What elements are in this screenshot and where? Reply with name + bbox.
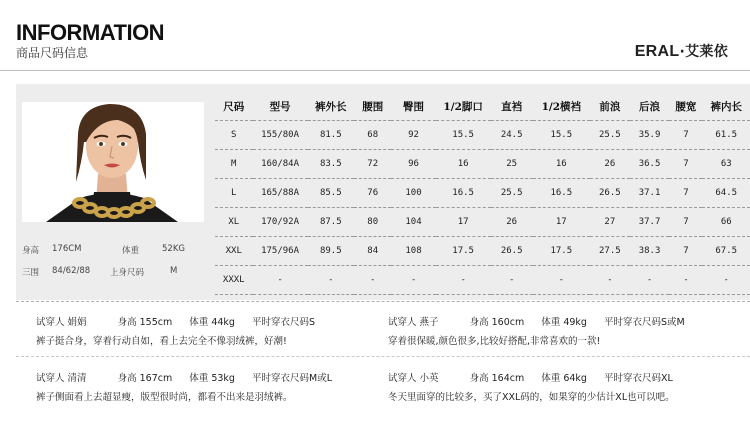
table-cell: - — [630, 265, 670, 294]
brand-separator: · — [679, 44, 686, 60]
col-header-outseam: 裤外长 — [315, 101, 347, 114]
table-cell: 7 — [669, 149, 702, 178]
table-cell: 96 — [391, 149, 435, 178]
table-cell: 83.5 — [308, 149, 354, 178]
height-label: 身高 — [22, 246, 40, 256]
table-cell: 100 — [391, 178, 435, 207]
table-cell: XXL — [215, 236, 253, 265]
table-cell: 25.5 — [590, 120, 630, 149]
table-cell: 61.5 — [702, 120, 750, 149]
weight-value: 52KG — [162, 244, 185, 254]
col-header-size: 尺码 — [223, 101, 245, 114]
height-value: 155cm — [139, 317, 173, 328]
table-cell: 7 — [669, 207, 702, 236]
table-cell: 38.3 — [630, 236, 670, 265]
weight-label: 体重 — [189, 373, 209, 384]
table-cell: 87.5 — [308, 207, 354, 236]
table-cell: 68 — [354, 120, 392, 149]
table-cell: 104 — [391, 207, 435, 236]
weight-label: 体重 — [541, 373, 561, 384]
table-bottom-divider — [16, 301, 750, 302]
weight-value: 64kg — [563, 373, 587, 384]
table-cell: - — [391, 265, 435, 294]
table-cell: 27 — [590, 207, 630, 236]
usual-size-value: M或L — [309, 373, 333, 384]
weight-label: 体重 — [541, 317, 561, 328]
table-cell: 27.5 — [590, 236, 630, 265]
table-cell: 26.5 — [590, 178, 630, 207]
table-cell: 80 — [354, 207, 392, 236]
review-comment: 冬天里面穿的比较多，买了XXL码的，如果穿的少估计XL也可以吧。 — [388, 392, 675, 403]
table-cell: 92 — [391, 120, 435, 149]
table-cell: - — [590, 265, 630, 294]
tester-name: 小英 — [419, 373, 439, 384]
table-cell: 26.5 — [491, 236, 533, 265]
table-cell: 165/88A — [253, 178, 308, 207]
brand-logo — [635, 41, 728, 61]
tester-label: 试穿人 — [36, 373, 65, 384]
height-label: 身高 — [117, 373, 137, 384]
table-cell: 17 — [436, 207, 491, 236]
page-header — [0, 0, 750, 70]
table-cell: 16 — [533, 149, 590, 178]
review-comment: 穿着很保暖,颜色很多,比较好搭配,非常喜欢的一款! — [388, 336, 601, 347]
table-cell: 37.7 — [630, 207, 670, 236]
table-cell: - — [253, 265, 308, 294]
usual-size-value: S — [309, 317, 316, 328]
measure-label: 三围 — [22, 268, 40, 278]
table-cell: 16.5 — [533, 178, 590, 207]
height-label: 身高 — [469, 317, 489, 328]
tester-label: 试穿人 — [388, 373, 417, 384]
table-cell: 7 — [669, 178, 702, 207]
usual-size-label: 平时穿衣尺码 — [604, 317, 662, 328]
header-divider — [0, 70, 750, 71]
table-cell: 17.5 — [533, 236, 590, 265]
table-cell: 16 — [436, 149, 491, 178]
table-cell: 25.5 — [491, 178, 533, 207]
table-cell: 37.1 — [630, 178, 670, 207]
table-cell: XL — [215, 207, 253, 236]
table-cell: L — [215, 178, 253, 207]
table-row — [215, 265, 750, 294]
usual-size-value: S或M — [661, 317, 685, 328]
page-title: INFORMATION — [16, 20, 165, 45]
table-cell: 7 — [669, 236, 702, 265]
measure-value: 84/62/88 — [52, 266, 91, 276]
table-cell: 16.5 — [436, 178, 491, 207]
table-cell: 35.9 — [630, 120, 670, 149]
height-label: 身高 — [117, 317, 137, 328]
page-subtitle: 商品尺码信息 — [16, 46, 89, 60]
review-divider — [16, 356, 750, 357]
tester-name: 娟娟 — [67, 317, 87, 328]
table-cell: M — [215, 149, 253, 178]
top-size-value: M — [170, 266, 178, 276]
col-header-front-rise: 前浪 — [599, 101, 621, 114]
top-size-label: 上身尺码 — [110, 268, 145, 278]
table-cell: 175/96A — [253, 236, 308, 265]
table-cell: 17 — [533, 207, 590, 236]
table-cell: - — [491, 265, 533, 294]
table-row — [215, 207, 750, 236]
tester-label: 试穿人 — [36, 317, 65, 328]
table-cell: 160/84A — [253, 149, 308, 178]
tester-name: 燕子 — [419, 317, 439, 328]
size-chart-table — [215, 94, 750, 295]
tester-label: 试穿人 — [388, 317, 417, 328]
table-cell: - — [702, 265, 750, 294]
table-cell: 26 — [491, 207, 533, 236]
table-cell: 84 — [354, 236, 392, 265]
model-portrait-image — [22, 102, 204, 222]
col-header-hip: 臀围 — [403, 101, 425, 114]
usual-size-label: 平时穿衣尺码 — [252, 373, 310, 384]
review-comment: 裤子侧面看上去超显瘦，版型很时尚，都看不出来是羽绒裤。 — [36, 392, 293, 403]
weight-value: 53kg — [211, 373, 235, 384]
brand-chinese: 艾莱依 — [685, 44, 728, 60]
col-header-waistband: 腰宽 — [675, 101, 697, 114]
table-cell: - — [533, 265, 590, 294]
table-cell: 76 — [354, 178, 392, 207]
table-cell: 66 — [702, 207, 750, 236]
weight-label: 体重 — [189, 317, 209, 328]
table-cell: 36.5 — [630, 149, 670, 178]
height-value: 160cm — [491, 317, 525, 328]
table-cell: 26 — [590, 149, 630, 178]
table-cell: 7 — [669, 120, 702, 149]
table-cell: 108 — [391, 236, 435, 265]
height-value: 176CM — [52, 244, 82, 254]
table-cell: 170/92A — [253, 207, 308, 236]
col-header-inseam: 裤内长 — [710, 101, 742, 114]
table-cell: 15.5 — [533, 120, 590, 149]
weight-label: 体重 — [122, 246, 140, 256]
col-header-rise: 直裆 — [501, 101, 523, 114]
weight-value: 44kg — [211, 317, 235, 328]
table-row — [215, 149, 750, 178]
height-value: 164cm — [491, 373, 525, 384]
table-cell: 89.5 — [308, 236, 354, 265]
usual-size-value: XL — [661, 373, 673, 384]
col-header-waist: 腰围 — [362, 101, 384, 114]
col-header-hem: 1/2脚口 — [443, 101, 483, 114]
usual-size-label: 平时穿衣尺码 — [604, 373, 662, 384]
table-cell: 15.5 — [436, 120, 491, 149]
usual-size-label: 平时穿衣尺码 — [252, 317, 310, 328]
table-cell: 24.5 — [491, 120, 533, 149]
table-cell: - — [669, 265, 702, 294]
model-photo — [22, 102, 204, 222]
table-cell: 81.5 — [308, 120, 354, 149]
table-cell: 25 — [491, 149, 533, 178]
height-value: 167cm — [139, 373, 173, 384]
weight-value: 49kg — [563, 317, 587, 328]
table-row — [215, 120, 750, 149]
size-table-header-row — [215, 94, 750, 120]
table-cell: 63 — [702, 149, 750, 178]
table-cell: 17.5 — [436, 236, 491, 265]
table-row — [215, 178, 750, 207]
table-row — [215, 236, 750, 265]
brand-latin: ERAL — [634, 43, 680, 60]
table-cell: - — [436, 265, 491, 294]
table-cell: - — [308, 265, 354, 294]
review-comment: 裤子挺合身，穿着行动自如，看上去完全不像羽绒裤，好潮! — [36, 336, 287, 347]
table-cell: XXXL — [215, 265, 253, 294]
table-cell: 64.5 — [702, 178, 750, 207]
table-cell: 85.5 — [308, 178, 354, 207]
col-header-model: 型号 — [269, 101, 291, 114]
height-label: 身高 — [469, 373, 489, 384]
col-header-thigh: 1/2横裆 — [541, 101, 582, 114]
table-cell: 155/80A — [253, 120, 308, 149]
col-header-back-rise: 后浪 — [639, 101, 661, 114]
tester-name: 清清 — [67, 373, 87, 384]
table-cell: 72 — [354, 149, 392, 178]
table-cell: 67.5 — [702, 236, 750, 265]
table-cell: - — [354, 265, 392, 294]
table-cell: S — [215, 120, 253, 149]
